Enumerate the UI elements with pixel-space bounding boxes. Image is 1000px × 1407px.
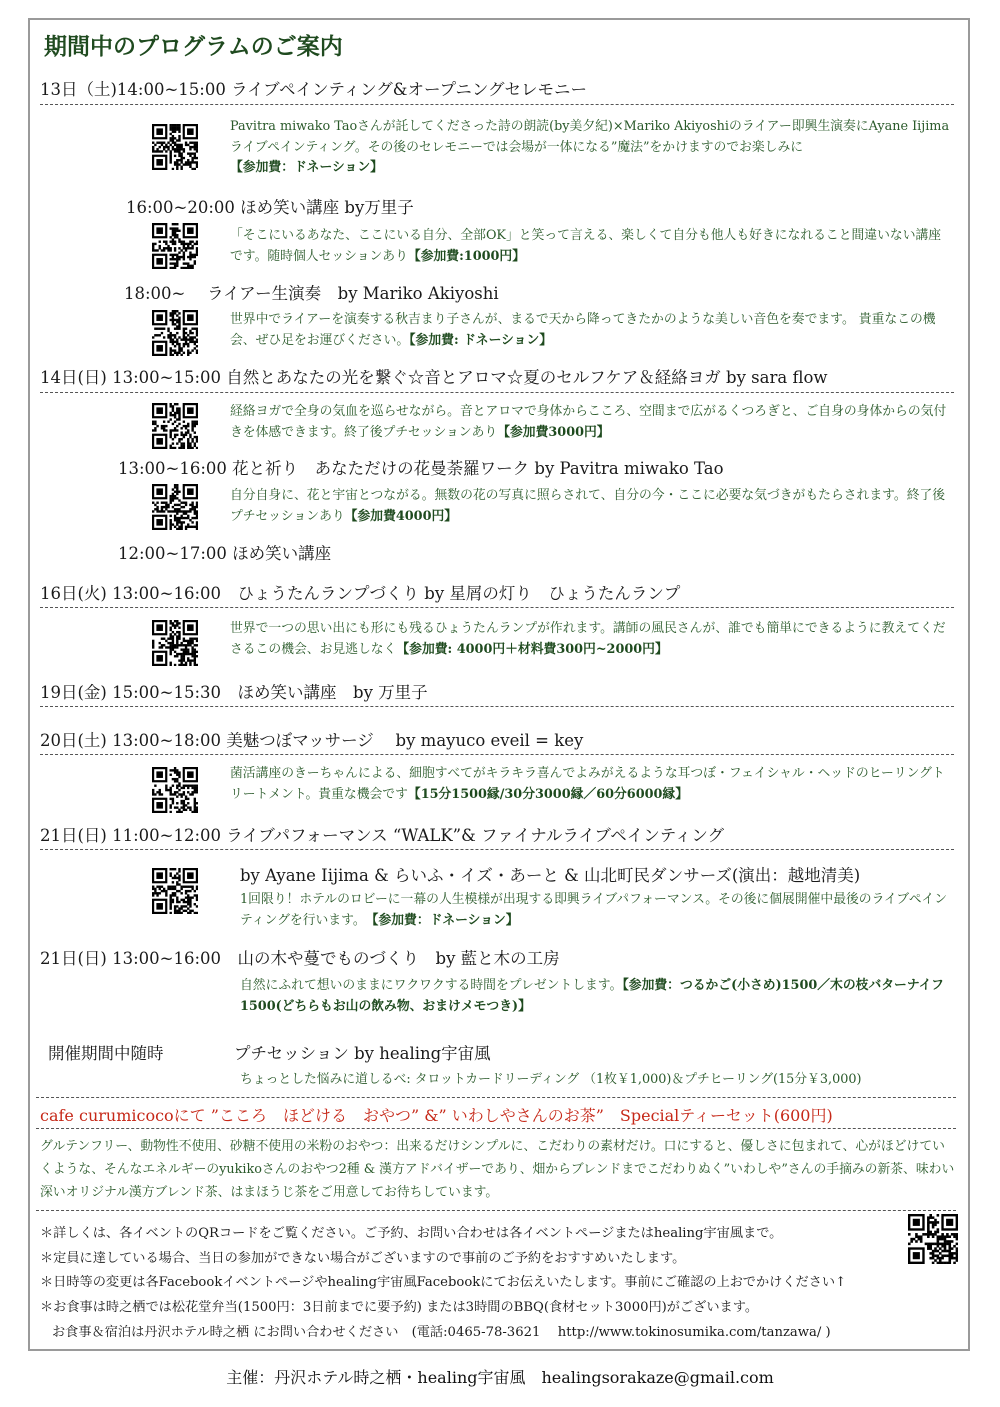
event-title: 18:00~ ライアー生演奏 by Mariko Akiyoshi [124, 284, 499, 303]
event-title: 19日(金) 15:00~15:30 ほめ笑い講座 by 万里子 [40, 683, 428, 702]
event-title: 13日（土)14:00~15:00 ライブペインティング&オープニングセレモニー [40, 80, 588, 99]
divider [40, 706, 954, 707]
qr-code-icon[interactable] [152, 403, 198, 449]
qr-code-icon[interactable] [152, 223, 198, 269]
event-subtitle: by Ayane Iijima & らいふ・イズ・あーと & 山北町民ダンサーズ(演出：越地清美) [240, 866, 861, 885]
note: ＊日時等の変更は各Facebookイベントページやhealing宇宙風Facebookにてお伝えいたします。事前にご確認の上おでかけください↑ [40, 1275, 847, 1290]
event-description: ちょっとした悩みに道しるべ: タロットカードリーディング （1枚￥1,000)＆プチヒーリング(15分￥3,000) [240, 1072, 862, 1087]
qr-code-icon[interactable] [152, 868, 198, 914]
event-description: 世界で一つの思い出にも形にも残るひょうたんランプが作れます。講師の風民さんが、誰でも簡単にできるように教えてくださるこの機会、お見逃しなく【参加費: 4000円＋材料費300円~2000円】 [230, 621, 946, 657]
qr-code-icon[interactable] [152, 124, 198, 170]
divider [40, 104, 954, 105]
note: お食事＆宿泊は丹沢ホテル時之栖 にお問い合わせください (電話:0465-78-3621 http://www.tokinosumika.com/tanzawa/ ) [52, 1325, 831, 1340]
qr-code-icon[interactable] [152, 310, 198, 356]
cafe-title: cafe curumicocoにて ”こころ ほどける おやつ” &” いわしやさんのお茶” Specialティーセット(600円) [40, 1106, 833, 1125]
event-description: 世界中でライアーを演奏する秋吉まり子さんが、まるで天から降ってきたかのような美しい音色を奏でます。 貴重なこの機会、ぜひ足をお運びください。【参加費: ドネーション】 [230, 312, 936, 348]
event-description: 自分自身に、花と宇宙とつながる。無数の花の写真に照らされて、自分の今・ここに必要な気づきがもたらされます。終了後プチセッションあり【参加費4000円】 [230, 488, 946, 524]
event-title: 16日(火) 13:00~16:00 ひょうたんランプづくり by 星屑の灯り ひょうたんランプ [40, 584, 681, 603]
divider [40, 607, 954, 608]
event-description: 経絡ヨガで全身の気血を巡らせながら。音とアロマで身体からこころ、空間まで広がるくつろぎと、ご自身の身体からの気付きを体感できます。終了後プチセッションあり【参加費3000円】 [230, 404, 947, 440]
event-description: 「そこにいるあなた、ここにいる自分、全部OK」と笑って言える、楽しくて自分も他人も好きになれること間違いない講座です。随時個人セッションあり【参加費:1000円】 [230, 228, 942, 264]
event-description: 1回限り！ホテルのロビーに一幕の人生模様が出現する即興ライブパフォーマンス。その後に個展開催中最後のライブペインティングを行います。 【参加費：ドネーション】 [240, 892, 948, 928]
divider [36, 1210, 956, 1211]
event-description: 自然にふれて想いのままにワクワクする時間をプレゼントします。【参加費：つるかご(小さめ)1500／木の枝バターナイフ1500(どちらもお山の飲み物、おまけメモつき)】 [240, 978, 944, 1014]
event-title: 開催期間中随時 [48, 1044, 164, 1063]
qr-code-icon[interactable] [152, 484, 198, 530]
event-title: 14日(日) 13:00~15:00 自然とあなたの光を繋ぐ☆音とアロマ☆夏のセルフケア＆経絡ヨガ by sara flow [40, 368, 828, 387]
qr-code-icon[interactable] [152, 620, 198, 666]
divider [36, 1097, 956, 1098]
event-title: 21日(日) 13:00~16:00 山の木や蔓でものづくり by 藍と木の工房 [40, 949, 560, 968]
divider [40, 754, 954, 755]
event-title: 16:00~20:00 ほめ笑い講座 by万里子 [126, 198, 414, 217]
event-description: Pavitra miwako Taoさんが託してくださった詩の朗読(by美夕紀)×Mariko Akiyoshiのライアー即興生演奏にAyane Iijimaライブペインティング。その後のセレモニーでは会場が一体になる”魔法”をかけますのでお楽しみに【参加費：ドネーション】 [230, 119, 950, 176]
note: ＊詳しくは、各イベントのQRコードをご覧ください。ご予約、お問い合わせは各イベントページまたはhealing宇宙風まで。 [40, 1226, 783, 1241]
page-title: 期間中のプログラムのご案内 [44, 33, 343, 60]
divider [40, 849, 954, 850]
event-title: プチセッション by healing宇宙風 [234, 1044, 491, 1063]
event-title: 13:00~16:00 花と祈り あなただけの花曼荼羅ワーク by Pavitra miwako Tao [118, 459, 724, 478]
qr-code-icon[interactable] [152, 767, 198, 813]
qr-code-icon[interactable] [908, 1214, 958, 1264]
event-title: 21日(日) 11:00~12:00 ライブパフォーマンス “WALK”& ファイナルライブペインティング [40, 826, 725, 845]
event-description: 菌活講座のきーちゃんによる、細胞すべてがキラキラ喜んでよみがえるような耳つぼ・フェイシャル・ヘッドのヒーリングトリートメント。貴重な機会です【15分1500縁/30分3000縁／60分6000縁】 [230, 766, 945, 802]
event-title: 20日(土) 13:00~18:00 美魅つぼマッサージ by mayuco eveil = key [40, 731, 584, 750]
note: ＊定員に達している場合、当日の参加ができない場合がございますので事前のご予約をおすすめいたします。 [40, 1251, 686, 1266]
event-title: 12:00~17:00 ほめ笑い講座 [118, 544, 332, 563]
divider [40, 392, 954, 393]
note: ＊お食事は時之栖では松花堂弁当(1500円：3日前までに要予約) または3時間のBBQ(食材セット3000円)がございます。 [40, 1300, 759, 1315]
cafe-description: グルテンフリー、動物性不使用、砂糖不使用の米粉のおやつ：出来るだけシンプルに、こだわりの素材だけ。口にすると、優しさに包まれて、心がほどけていくような、そんなエネルギーのyukikoさんのおやつ2種 & 漢方アドバイザーであり、畑からブレンドまでこだわりぬく”いわしや”さんの手摘みの新茶、味わい深いオリジナル漢方ブレンド茶、はまほうじ茶をご用意してお待ちしています。 [40, 1139, 955, 1200]
divider [36, 1128, 956, 1129]
footer-organizer: 主催：丹沢ホテル時之栖・healing宇宙風 healingsorakaze@gmail.com [226, 1368, 774, 1387]
